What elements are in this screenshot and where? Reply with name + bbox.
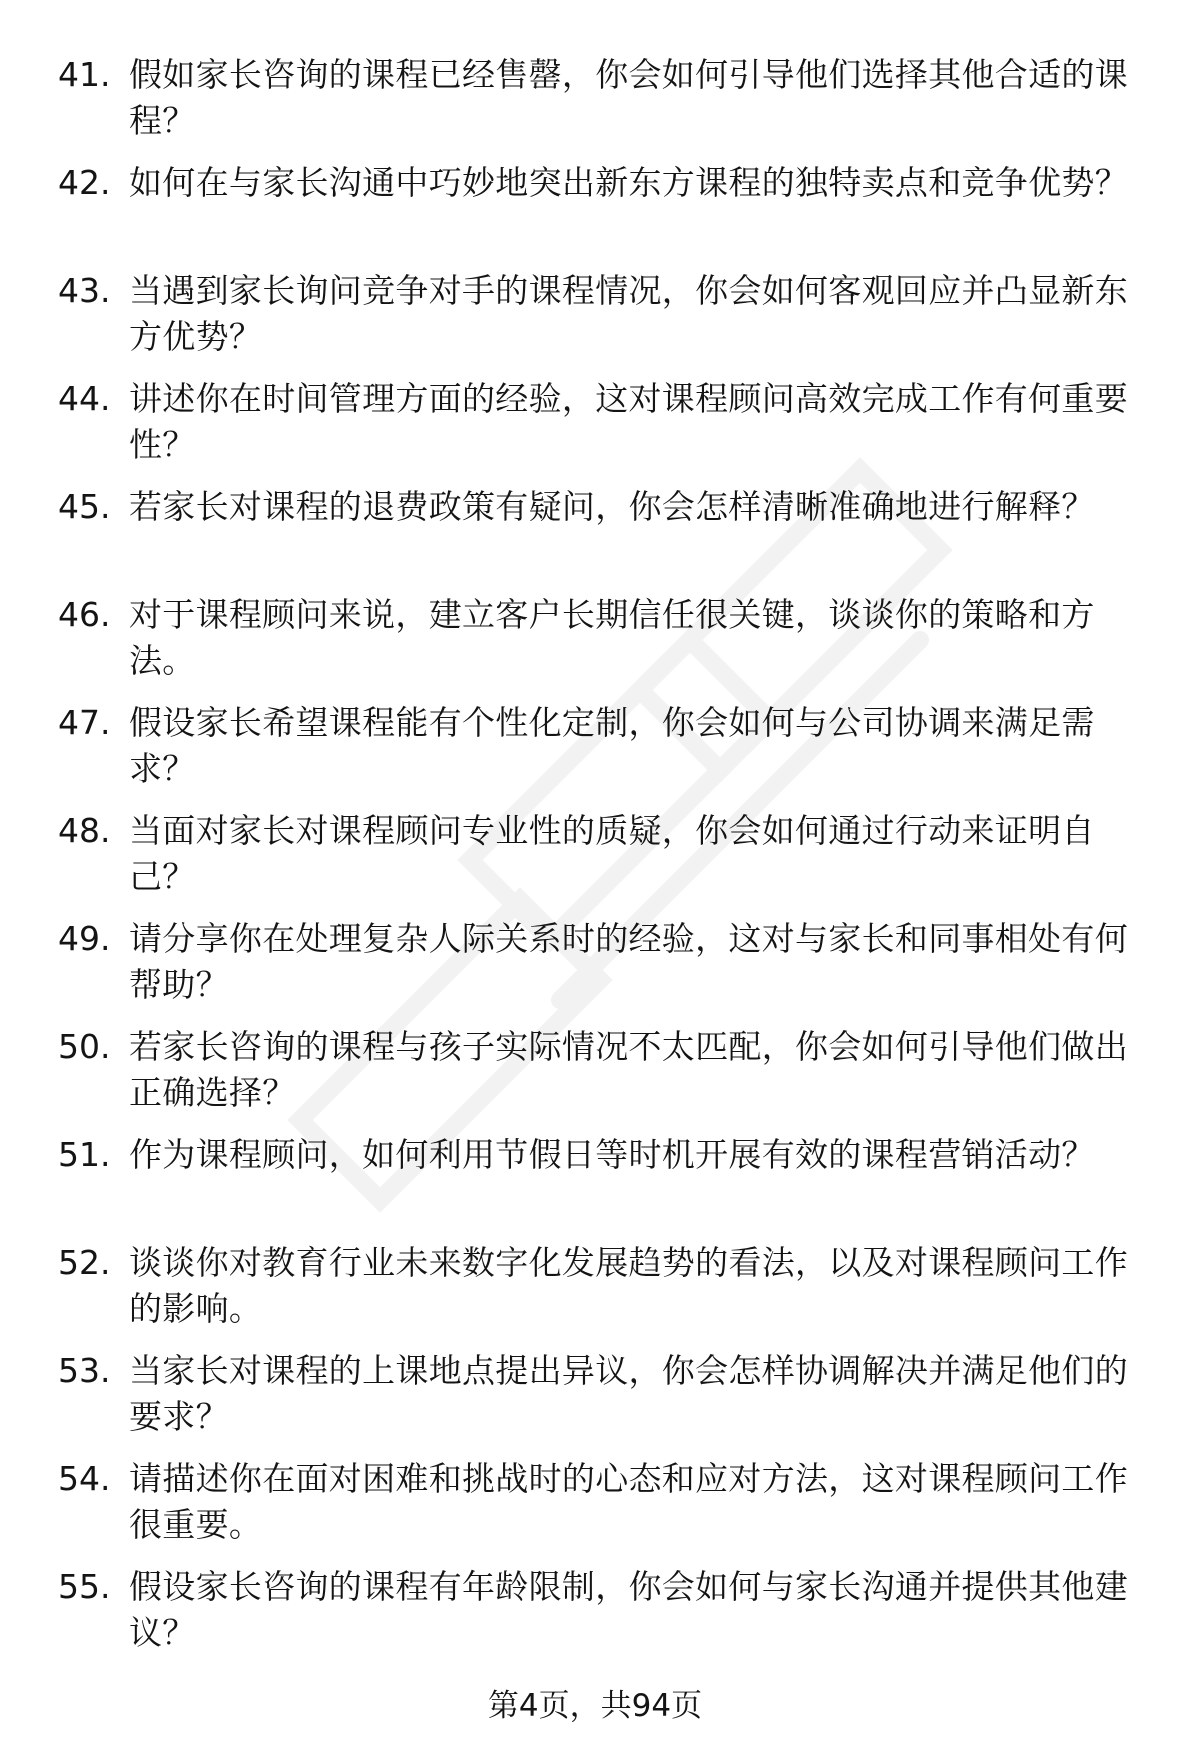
question-number: 49. (58, 919, 111, 958)
question-number: 52. (58, 1243, 111, 1282)
question-text: 谈谈你对教育行业未来数字化发展趋势的看法，以及对课程顾问工作的影响。 (129, 1243, 1128, 1328)
question-text: 请描述你在面对困难和挑战时的心态和应对方法，这对课程顾问工作很重要。 (129, 1459, 1128, 1544)
question-item (0, 1348, 1190, 1456)
question-number: 46. (58, 595, 111, 634)
question-number: 54. (58, 1459, 111, 1498)
question-item (0, 376, 1190, 484)
question-text: 如何在与家长沟通中巧妙地突出新东方课程的独特卖点和竞争优势？ (129, 163, 1128, 202)
question-number: 47. (58, 703, 111, 742)
question-item (0, 160, 1190, 268)
question-number: 43. (58, 271, 111, 310)
question-item (0, 592, 1190, 700)
question-text: 若家长咨询的课程与孩子实际情况不太匹配，你会如何引导他们做出正确选择？ (129, 1027, 1128, 1112)
question-item (0, 700, 1190, 808)
question-text: 讲述你在时间管理方面的经验，这对课程顾问高效完成工作有何重要性？ (129, 379, 1128, 464)
question-number: 55. (58, 1567, 111, 1606)
question-text: 假如家长咨询的课程已经售罄，你会如何引导他们选择其他合适的课程？ (129, 55, 1128, 140)
question-number: 41. (58, 55, 111, 94)
question-item (0, 1456, 1190, 1564)
question-item (0, 268, 1190, 376)
question-item (0, 1024, 1190, 1132)
question-text: 请分享你在处理复杂人际关系时的经验，这对与家长和同事相处有何帮助？ (129, 919, 1128, 1004)
question-item (0, 52, 1190, 160)
question-text: 作为课程顾问，如何利用节假日等时机开展有效的课程营销活动？ (129, 1135, 1095, 1174)
question-list (0, 52, 1190, 1672)
question-item (0, 1564, 1190, 1672)
question-item (0, 916, 1190, 1024)
page-number-footer: 第4页，共94页 (487, 1688, 703, 1724)
question-item (0, 1240, 1190, 1348)
question-text: 若家长对课程的退费政策有疑问，你会怎样清晰准确地进行解释？ (129, 487, 1095, 526)
question-number: 44. (58, 379, 111, 418)
question-number: 51. (58, 1135, 111, 1174)
question-text: 假设家长希望课程能有个性化定制，你会如何与公司协调来满足需求？ (129, 703, 1095, 788)
question-number: 42. (58, 163, 111, 202)
question-number: 50. (58, 1027, 111, 1066)
question-item (0, 484, 1190, 592)
question-text: 对于课程顾问来说，建立客户长期信任很关键，谈谈你的策略和方法。 (129, 595, 1095, 680)
question-text: 当家长对课程的上课地点提出异议，你会怎样协调解决并满足他们的要求？ (129, 1351, 1128, 1436)
question-text: 当遇到家长询问竞争对手的课程情况，你会如何客观回应并凸显新东方优势？ (129, 271, 1128, 356)
question-number: 45. (58, 487, 111, 526)
question-text: 假设家长咨询的课程有年龄限制，你会如何与家长沟通并提供其他建议？ (129, 1567, 1128, 1652)
question-item (0, 1132, 1190, 1240)
question-text: 当面对家长对课程顾问专业性的质疑，你会如何通过行动来证明自己？ (129, 811, 1095, 896)
question-item (0, 808, 1190, 916)
question-number: 53. (58, 1351, 111, 1390)
question-number: 48. (58, 811, 111, 850)
